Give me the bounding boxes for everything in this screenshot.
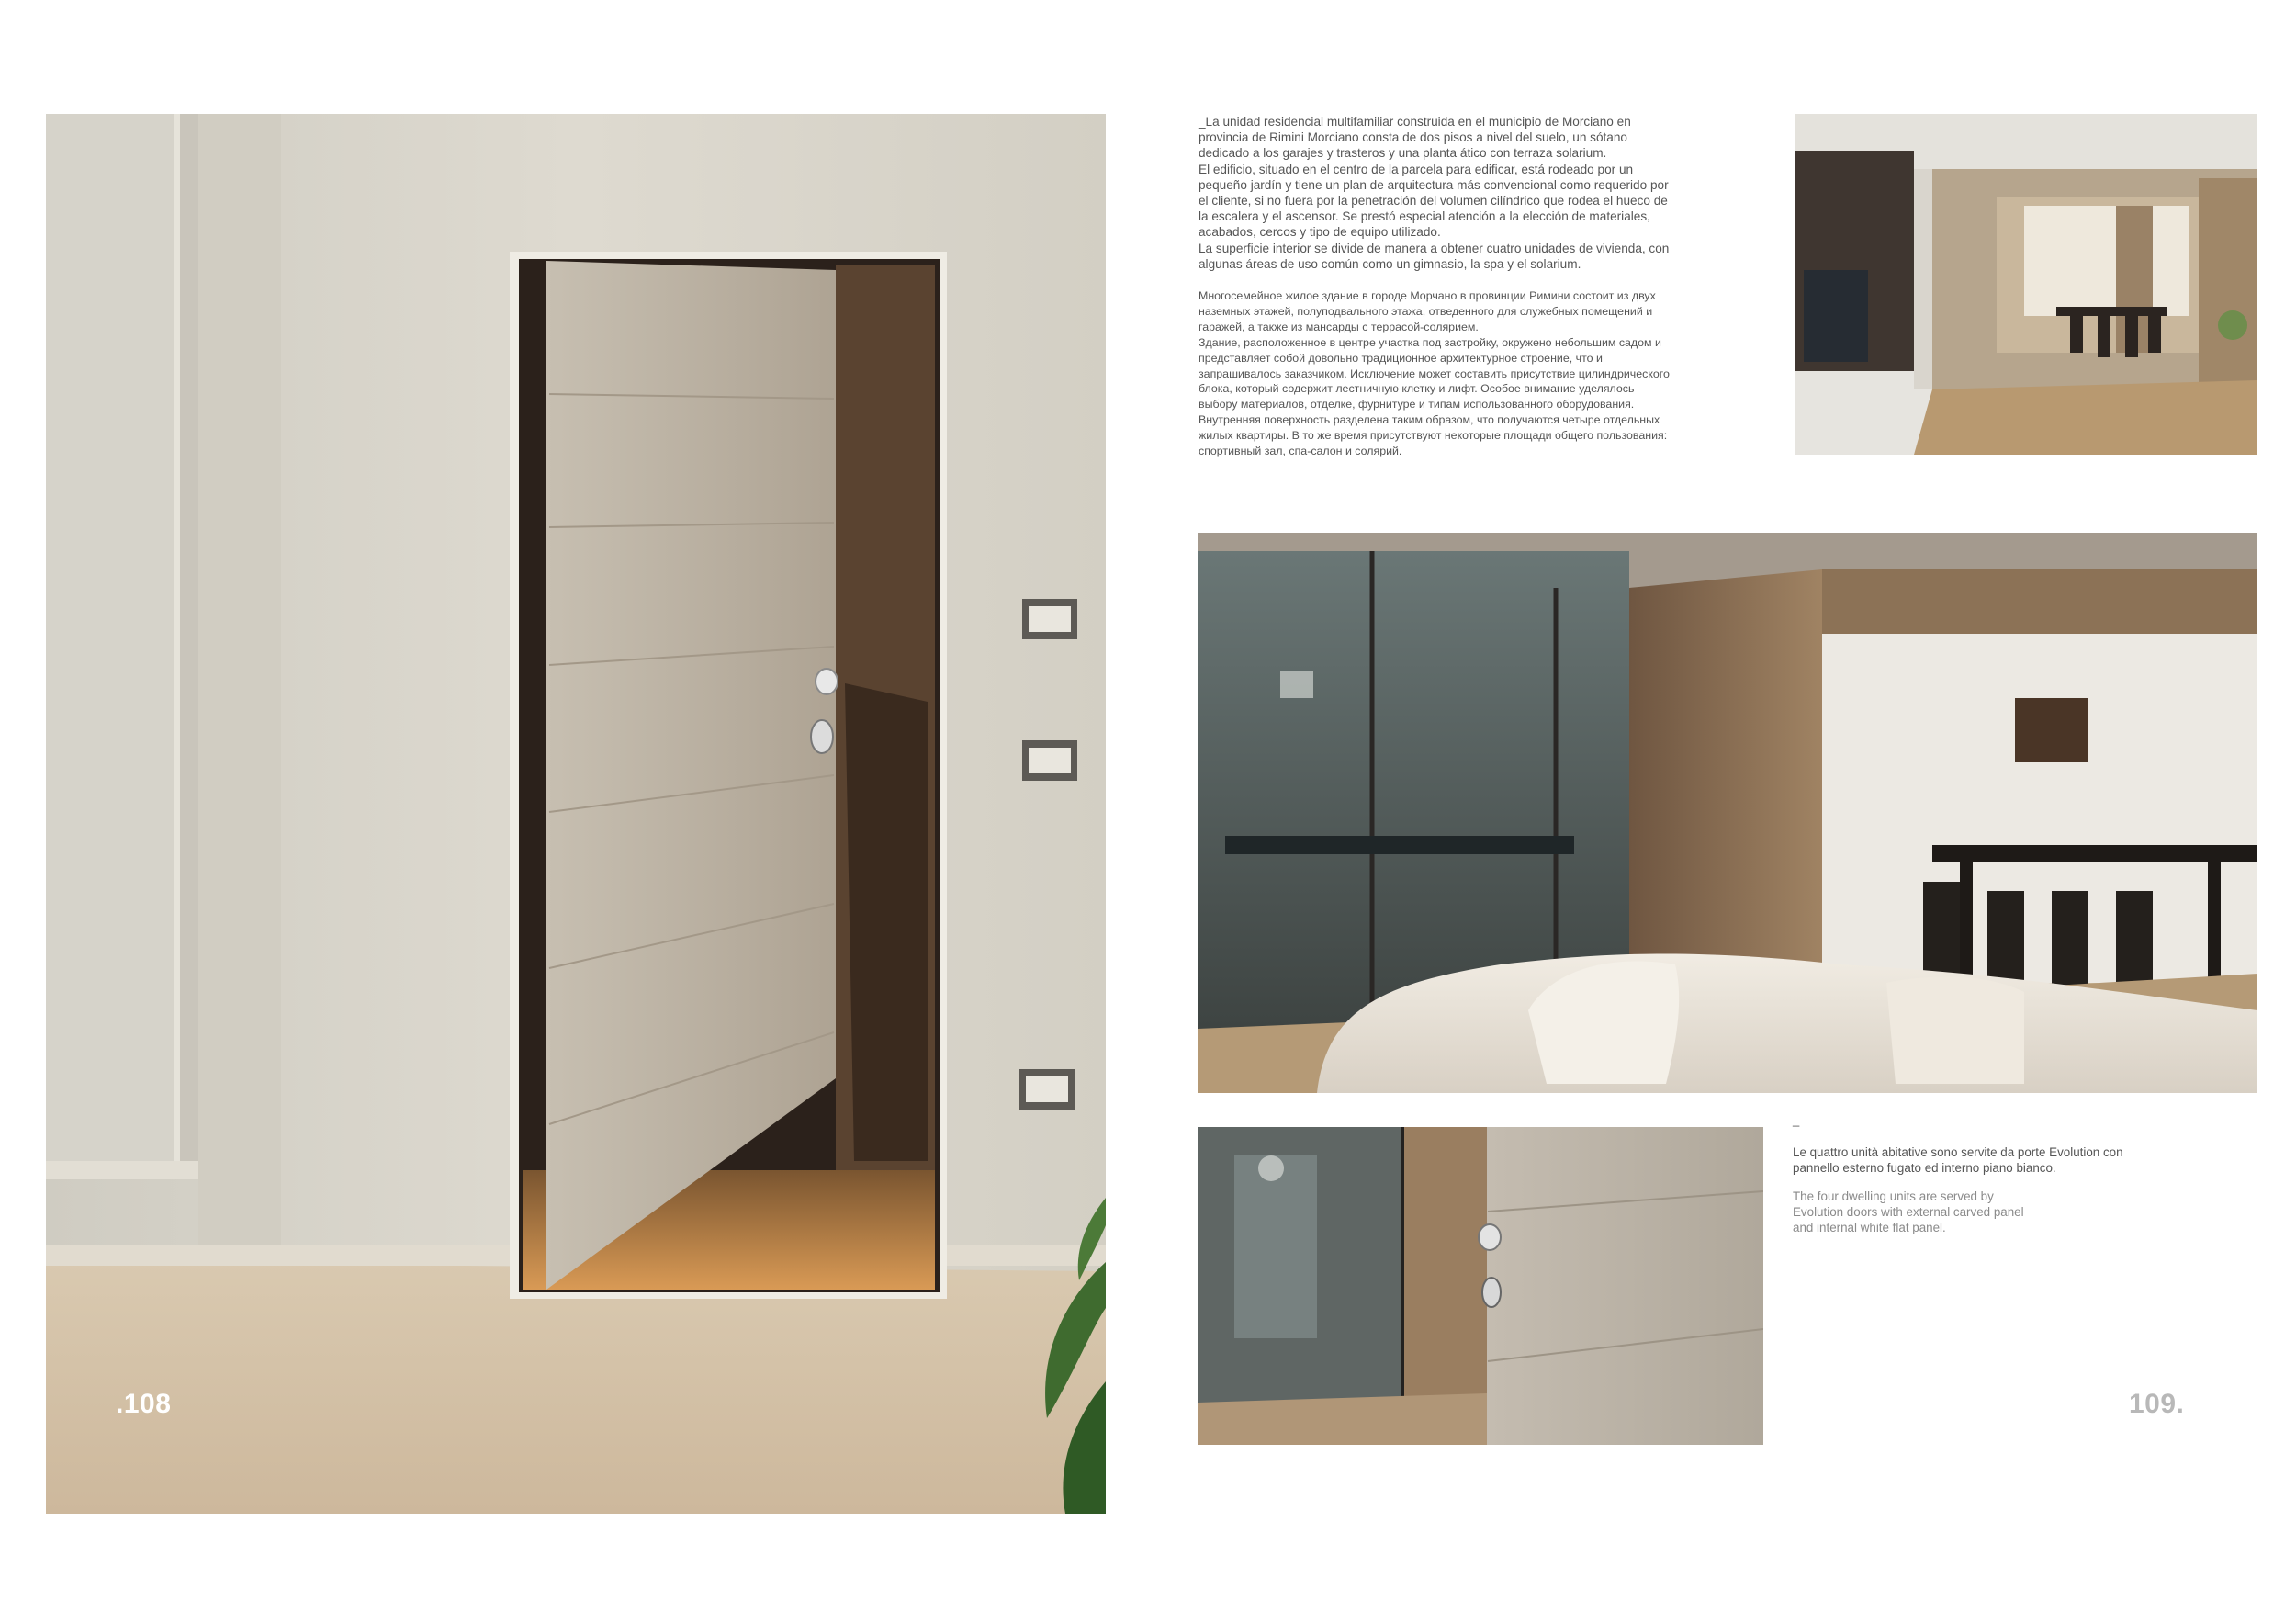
page-number-left: .108 — [116, 1389, 172, 1419]
italian-caption: Le quattro unità abitative sono servite da porte Evolution con pannello esterno fugato ed interno piano bianco. — [1793, 1145, 2123, 1175]
page-number-right: 109. — [2129, 1389, 2185, 1419]
door-detail-photo — [1198, 1127, 1763, 1445]
spanish-description: _La unidad residencial multifamiliar construida en el municipio de Morciano en provincia de Rimini Morciano consta de dos pisos a nivel del suelo, un sótano dedicado a los garajes y trasteros y una planta ático con terraza solarium. El edificio, situado en el centro de la parcela para edificar, está rodeado por un pequeño jardín y tiene un plan de arquitectura más convencional como requerido por el cliente, si no fuera por la penetración del volumen cilíndrico que rodea el hueco de la escalera y el ascensor. Se prestó especial atención a la elección de materiales, acabados, cercos y tipo de equipo utilizado. La superficie interior se divide de manera a obtener cuatro unidades de vivienda, con algunas áreas de uso común como un gimnasio, la spa y el solarium. — [1199, 115, 1670, 271]
caption-dash: _ — [1793, 1113, 1800, 1127]
living-room-photo — [1795, 114, 2257, 455]
english-caption: The four dwelling units are served by Evolution doors with external carved panel and internal white flat panel. — [1793, 1189, 2024, 1234]
lounge-dining-photo — [1198, 533, 2257, 1093]
russian-description: Многосемейное жилое здание в городе Морчано в провинции Римини состоит из двух наземных этажей, полуподвального этажа, отведенного для служебных помещений и гаражей, а также из мансарды с террасой-солярием. Здание, расположенное в центре участка под застройку, окружено небольшим садом и представляет собой довольно традиционное архитектурное строение, что и запрашивалось заказчиком. Исключение может составить присутствие цилиндрического блока, который содержит лестничную клетку и лифт. Особое внимание уделялось выбору материалов, отделке, фурнитуре и типам использованного оборудования. Внутренняя поверхность разделена таким образом, что получаются четыре отдельных жилых квартиры. В то же время присутствуют некоторые площади общего пользования: спортивный зал, спа-салон и солярий. — [1199, 289, 1670, 458]
main-door-photo — [46, 114, 1106, 1514]
